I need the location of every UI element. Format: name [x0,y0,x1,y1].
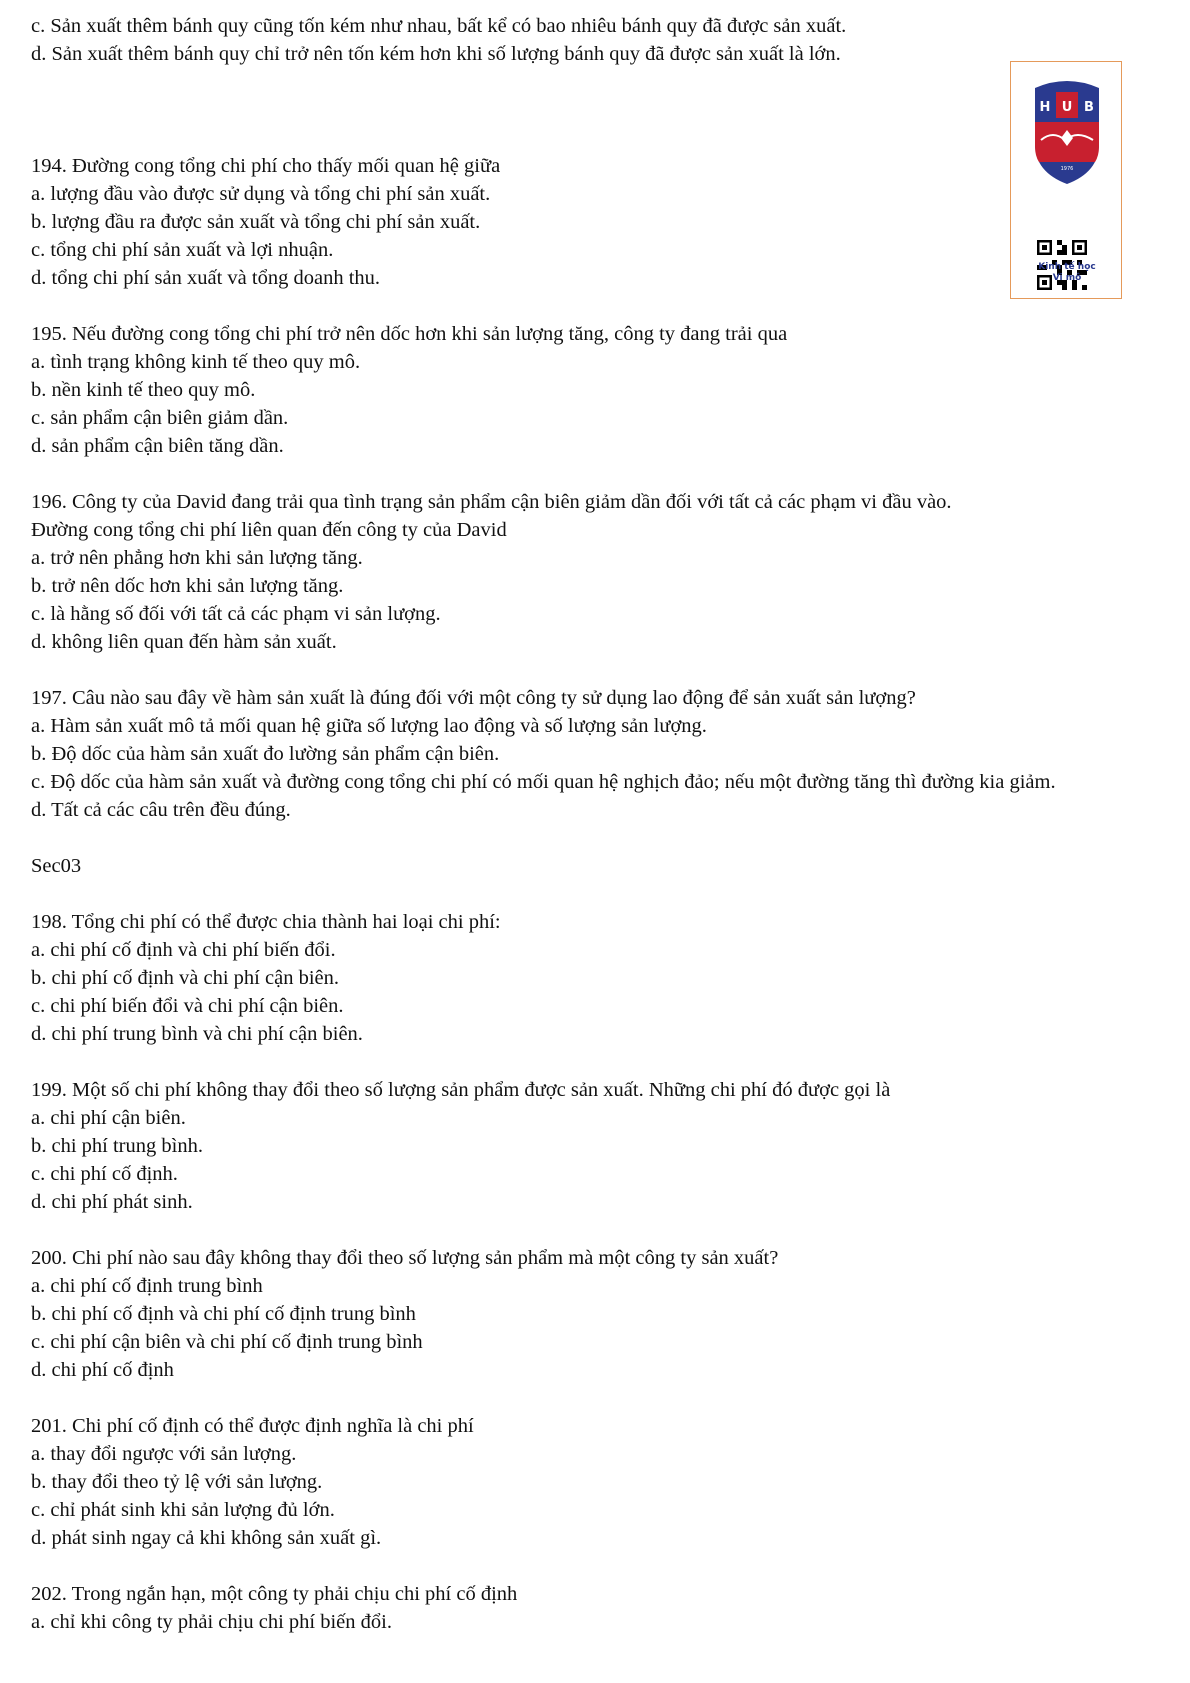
option-line: c. chi phí cố định. [31,1163,178,1185]
logo-letter-h: H [1039,100,1051,115]
option-line: a. tình trạng không kinh tế theo quy mô. [31,351,361,373]
option-line: b. nền kinh tế theo quy mô. [31,379,256,401]
option-line: a. chi phí cận biên. [31,1107,186,1129]
option-line: a. Hàm sản xuất mô tả mối quan hệ giữa số lượng lao động và số lượng sản lượng. [31,715,707,737]
logo-subject-line2: Vi mô [1052,273,1082,283]
option-line: c. sản phẩm cận biên giảm dần. [31,407,289,429]
hub-shield-logo [1031,74,1103,186]
question-stem: 196. Công ty của David đang trải qua tình trạng sản phẩm cận biên giảm dần đối với tất cả các phạm vi đầu vào. [31,491,952,513]
option-line: c. chỉ phát sinh khi sản lượng đủ lớn. [31,1499,335,1521]
option-line: c. chi phí cận biên và chi phí cố định trung bình [31,1331,423,1353]
question-stem: 202. Trong ngắn hạn, một công ty phải chịu chi phí cố định [31,1583,518,1605]
question-194 [31,152,1161,292]
question-stem-cont: Đường cong tổng chi phí liên quan đến công ty của David [31,519,507,541]
option-line: b. Độ dốc của hàm sản xuất đo lường sản phẩm cận biên. [31,743,500,765]
question-stem: 197. Câu nào sau đây về hàm sản xuất là đúng đối với một công ty sử dụng lao động để sản xuất sản lượng? [31,687,916,709]
option-line: b. trở nên dốc hơn khi sản lượng tăng. [31,575,344,597]
logo-subject-line1: Kinh tế học [1038,262,1096,272]
option-line: d. không liên quan đến hàm sản xuất. [31,631,337,653]
option-line: a. chỉ khi công ty phải chịu chi phí biến đổi. [31,1611,392,1633]
option-line: a. lượng đầu vào được sử dụng và tổng chi phí sản xuất. [31,183,491,205]
question-201 [31,1412,1161,1552]
option-line: d. chi phí phát sinh. [31,1191,193,1213]
question-196 [31,488,1161,656]
question-199 [31,1076,1161,1216]
option-line: d. phát sinh ngay cả khi không sản xuất gì. [31,1527,382,1549]
option-line: d. sản phẩm cận biên tăng dần. [31,435,284,457]
question-stem: 199. Một số chi phí không thay đổi theo số lượng sản phẩm được sản xuất. Những chi phí đó được gọi là [31,1079,891,1101]
option-line: a. chi phí cố định và chi phí biến đổi. [31,939,336,961]
question-195 [31,320,1161,460]
section-label: Sec03 [31,855,82,877]
hub-logo-card [1010,61,1122,299]
question-stem: 201. Chi phí cố định có thể được định nghĩa là chi phí [31,1415,474,1437]
question-200 [31,1244,1161,1384]
question-stem: 195. Nếu đường cong tổng chi phí trở nên dốc hơn khi sản lượng tăng, công ty đang trải qua [31,323,788,345]
option-line: b. thay đổi theo tỷ lệ với sản lượng. [31,1471,323,1493]
option-line: b. lượng đầu ra được sản xuất và tổng chi phí sản xuất. [31,211,481,233]
option-line: d. Tất cả các câu trên đều đúng. [31,799,291,821]
option-line: c. Sản xuất thêm bánh quy cũng tốn kém như nhau, bất kể có bao nhiêu bánh quy đã được sản xuất. [31,15,847,37]
option-line: a. trở nên phẳng hơn khi sản lượng tăng. [31,547,363,569]
document-page [31,12,1161,1636]
option-line: c. Độ dốc của hàm sản xuất và đường cong tổng chi phí có mối quan hệ nghịch đảo; nếu một đường tăng thì đường kia giảm. [31,771,1056,793]
logo-letter-u: U [1061,100,1073,115]
option-line: a. chi phí cố định trung bình [31,1275,263,1297]
logo-year: 1976 [1060,166,1074,172]
option-line: b. chi phí trung bình. [31,1135,203,1157]
question-stem: 198. Tổng chi phí có thể được chia thành hai loại chi phí: [31,911,501,933]
option-line: d. Sản xuất thêm bánh quy chỉ trở nên tốn kém hơn khi số lượng bánh quy đã được sản xuất là lớn. [31,43,841,65]
option-line: c. tổng chi phí sản xuất và lợi nhuận. [31,239,334,261]
option-line: d. chi phí trung bình và chi phí cận biên. [31,1023,363,1045]
logo-letter-b: B [1084,100,1094,115]
question-stem: 194. Đường cong tổng chi phí cho thấy mối quan hệ giữa [31,155,501,177]
question-197 [31,684,1161,824]
question-202 [31,1580,1161,1636]
question-198 [31,908,1161,1048]
option-line: d. tổng chi phí sản xuất và tổng doanh thu. [31,267,381,289]
option-line: d. chi phí cố định [31,1359,174,1381]
option-line: b. chi phí cố định và chi phí cố định trung bình [31,1303,416,1325]
option-line: c. chi phí biến đổi và chi phí cận biên. [31,995,344,1017]
option-line: b. chi phí cố định và chi phí cận biên. [31,967,339,989]
question-stem: 200. Chi phí nào sau đây không thay đổi theo số lượng sản phẩm mà một công ty sản xuất? [31,1247,779,1269]
option-line: c. là hằng số đối với tất cả các phạm vi sản lượng. [31,603,441,625]
option-line: a. thay đổi ngược với sản lượng. [31,1443,297,1465]
